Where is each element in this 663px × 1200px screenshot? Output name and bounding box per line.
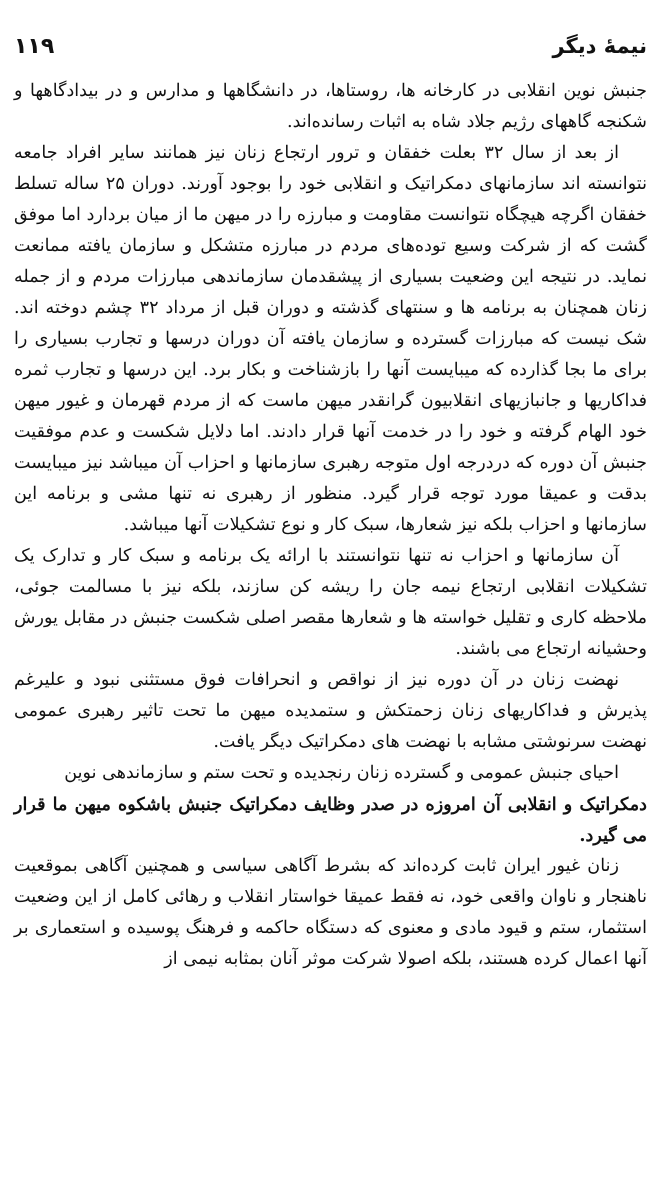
page-number: ۱۱۹ [14, 34, 55, 59]
paragraph-6: زنان غیور ایران ثابت کرده‌اند که بشرط آگاهی سیاسی و همچنین آگاهی بموقعیت ناهنجار و ناوان واقعی خود، نه فقط عمیقا خواستار انقلاب و رهائی کامل از این وضعیت استثمار، ستم و قیود مادی و معنوی که دستگاه حاکمه و فرهنگ پوسیده و استعماری بر آنها اعمال کرده هستند، بلکه اصولا شرکت موثر آنان بمثابه نیمی از [14, 856, 647, 969]
paragraph-3: آن سازمانها و احزاب نه تنها نتوانستند با ارائه یک برنامه و سبک کار و تدارک یک تشکیلات انقلابی ارتجاع نیمه جان را ریشه کن سازند، بلکه نیز با مسالمت جوئی، ملاحظه کاری و تقلیل خواسته ها و شعارها مقصر اصلی شکست جنبش در مقابل یورش وحشیانه ارتجاع می باشند. [14, 546, 647, 659]
paragraph-4: نهضت زنان در آن دوره نیز از نواقص و انحرافات فوق مستثنی نبود و علیرغم پذیرش و فداکاریهای زنان زحمتکش و ستمدیده میهن ما تحت تاثیر رهبری عمومی نهضت سرنوشتی مشابه با نهضت های دمکراتیک دیگر یافت. [14, 670, 647, 752]
running-title: نیمهٔ دیگر [552, 34, 647, 58]
page-header [14, 34, 647, 68]
paragraph-5-bold-continuation: دمکراتیک و انقلابی آن امروزه در صدر وظایف دمکراتیک جنبش باشکوه میهن ما قرار می گیرد. [14, 794, 647, 846]
paragraph-5: احیای جنبش عمومی و گسترده زنان رنجدیده و تحت ستم و سازماندهی نوین [64, 763, 619, 783]
paragraph-2: از بعد از سال ۳۲ بعلت خفقان و ترور ارتجاع زنان نیز همانند سایر افراد جامعه نتوانسته اند سازمانهای دمکراتیک و انقلابی خود را بوجود آورند. دوران ۲۵ ساله تسلط خفقان اگرچه هیچگاه نتوانست مقاومت و مبارزه را در میهن ما از میان بردارد اما موفق گشت که از شرکت وسیع توده‌های مردم در مبارزه متشکل و سازمان یافته ممانعت نماید. در نتیجه این وضعیت بسیاری از پیشقدمان سازماندهی مبارزات مردم و از جمله زنان همچنان به برنامه ها و سنتهای گذشته و دوران قبل از مرداد ۳۲ چشم دوخته اند. شک نیست که مبارزات گسترده و سازمان یافته آن دوران درسها و تجارب بسیاری را برای ما بجا گذارده که میبایست آنها را بازشناخت و بکار برد. این درسها و تجارب ثمره فداکاریها و جانبازیهای انقلابیون گرانقدر میهن ماست که از مردم قهرمان و غیور میهن خود الهام گرفته و خود را در خدمت آنها قرار دادند. اما دلایل شکست و عدم موفقیت جنبش آن دوره که دردرجه اول متوجه رهبری سازمانها و احزاب آن میباشد نیز میبایست بدقت و عمیقا مورد توجه قرار گیرد. منظور از رهبری نه تنها مشی و برنامه این سازمانها و احزاب بلکه نیز شعارها، سبک کار و نوع تشکیلات آنها میباشد. [14, 143, 647, 535]
paragraph-1: جنبش نوین انقلابی در کارخانه ها، روستاها، در دانشگاهها و مدارس و در بیدادگاهها و شکنجه گاههای رژیم جلاد شاه به اثبات رسانده‌اند. [14, 81, 647, 132]
body-text [14, 76, 647, 1194]
